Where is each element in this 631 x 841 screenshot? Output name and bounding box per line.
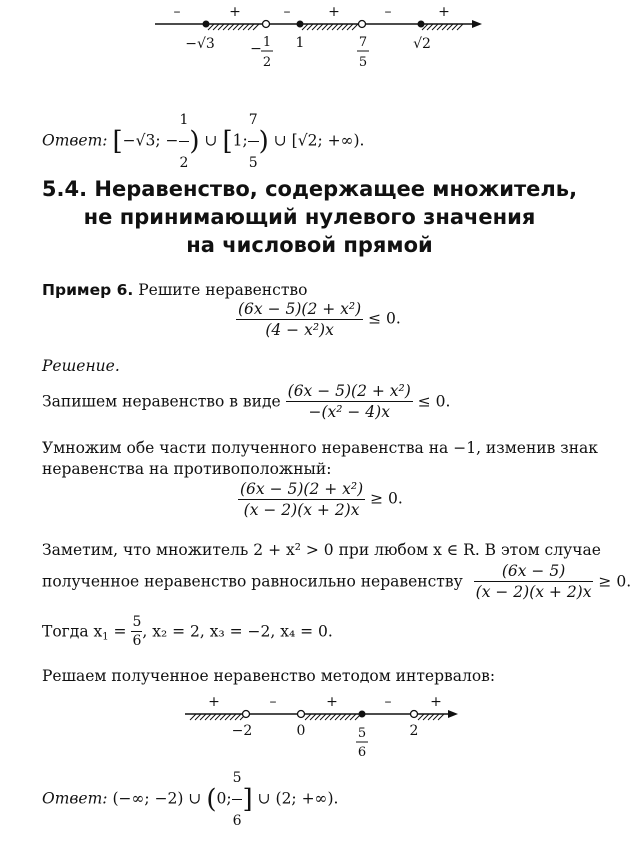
answer-1-paren-close: ) xyxy=(189,126,200,157)
top-label-one: 1 xyxy=(295,35,305,51)
top-label-neg-half-num: 1 xyxy=(262,35,272,50)
top-label-neg-half-den: 2 xyxy=(262,55,272,70)
answer-1-part1: −√3; − xyxy=(122,131,179,150)
top-sign-6: + xyxy=(438,4,450,20)
step-3-relation: ≥ 0. xyxy=(598,572,631,591)
bottom-sign-1: + xyxy=(208,694,220,710)
step-3-line1: Заметим, что множитель 2 + x² > 0 при любом x ∈ R. В этом случае xyxy=(42,541,601,559)
solution-label: Решение. xyxy=(42,357,120,375)
answer-1 xyxy=(42,100,364,183)
example-label: Пример 6. xyxy=(42,281,134,299)
example-inequality xyxy=(236,300,401,339)
top-label-seven-fifths-num: 7 xyxy=(358,35,368,50)
answer-1-union-1: ∪ xyxy=(204,131,218,150)
step-4-rest: , x₂ = 2, x₃ = −2, x₄ = 0. xyxy=(142,622,333,641)
top-number-line xyxy=(150,0,490,78)
step-2-line1: Умножим обе части полученного неравенства на −1, изменив знак xyxy=(42,439,598,457)
bottom-label-neg-two: −2 xyxy=(231,723,253,739)
bottom-label-five-sixths-num: 5 xyxy=(357,726,367,741)
answer-1-bracket-open: [ xyxy=(112,126,123,157)
top-sign-1: – xyxy=(173,4,181,20)
step-2-line2: неравенства на противоположный: xyxy=(42,460,332,478)
top-sign-4: + xyxy=(328,4,340,20)
step-2-fraction: $\frac{\text{(6x − 5)(2 + x²)}}{(x - 2)(x + 2)x}$ xyxy=(240,480,364,519)
answer-1-union-2: ∪ xyxy=(273,131,287,150)
step-4-sub: 1 xyxy=(102,631,109,643)
top-sign-3: – xyxy=(283,4,291,20)
answer-2-label: Ответ: xyxy=(42,789,108,808)
top-label-neg-half-minus: − xyxy=(250,41,262,57)
answer-1-part2: 1; xyxy=(232,131,248,150)
top-sign-5: – xyxy=(384,4,392,20)
step-3-line2 xyxy=(42,562,631,601)
answer-2 xyxy=(42,758,338,841)
bottom-number-line xyxy=(180,690,470,762)
answer-1-bracket-open-2: [ xyxy=(222,126,233,157)
top-label-neg-sqrt3: −√3 xyxy=(185,36,215,52)
answer-2-fraction: $\frac{5}{6}$ xyxy=(232,758,243,841)
top-sign-2: + xyxy=(229,4,241,20)
answer-1-tail: [√2; +∞). xyxy=(291,131,365,150)
top-label-sqrt2: √2 xyxy=(413,36,431,52)
top-point-one xyxy=(297,21,304,28)
bottom-label-two: 2 xyxy=(409,723,419,739)
example-statement xyxy=(42,281,307,299)
answer-2-part2: 0; xyxy=(216,789,232,808)
bottom-point-neg-two xyxy=(243,711,250,718)
step-1-fraction: $\frac{\text{(6x − 5)(2 + x²)}}{\text{−(x² − 4)x}}$ xyxy=(287,382,411,421)
step-4-eq: = xyxy=(108,622,132,641)
bottom-sign-4: – xyxy=(384,694,392,710)
top-label-seven-fifths-den: 5 xyxy=(358,55,368,70)
answer-1-frac1: $\frac{1}{2}$ xyxy=(179,100,190,183)
bottom-label-five-sixths-den: 6 xyxy=(357,745,367,760)
bottom-sign-2: – xyxy=(269,694,277,710)
top-point-neg-sqrt3 xyxy=(203,21,210,28)
step-4-fraction: $\frac{5}{6}$ xyxy=(132,614,142,649)
bottom-point-two xyxy=(411,711,418,718)
section-heading-line3: на числовой прямой xyxy=(186,233,433,257)
bottom-sign-3: + xyxy=(326,694,338,710)
top-point-neg-half xyxy=(263,21,270,28)
top-point-seven-fifths xyxy=(359,21,366,28)
answer-2-union: ∪ xyxy=(257,789,271,808)
section-heading-line2: не принимающий нулевого значения xyxy=(83,205,536,229)
step-1-relation: ≤ 0. xyxy=(417,392,451,411)
step-4 xyxy=(42,614,333,649)
step-1 xyxy=(42,382,450,421)
step-5: Решаем полученное неравенство методом интервалов: xyxy=(42,667,496,685)
example-fraction: $\frac{\text{(6x − 5)(2 + x²)}}{\text{(4 − x²)x}}$ xyxy=(238,300,362,339)
answer-2-tail: (2; +∞). xyxy=(275,789,339,808)
top-point-sqrt2 xyxy=(418,21,425,28)
step-1-text: Запишем неравенство в виде xyxy=(42,392,281,411)
bottom-point-zero xyxy=(298,711,305,718)
example-relation: ≤ 0. xyxy=(368,309,401,328)
answer-1-frac2: $\frac{7}{5}$ xyxy=(248,100,259,183)
step-2-inequality xyxy=(238,480,403,519)
top-line-hatching xyxy=(208,24,463,30)
example-text: Решите неравенство xyxy=(138,281,308,299)
step-3-fraction: $\frac{(6x - 5)}{(x - 2)(x + 2)x}$ xyxy=(475,562,592,601)
answer-2-part1: (−∞; −2) ∪ xyxy=(112,789,202,808)
answer-1-label: Ответ: xyxy=(42,131,108,150)
bottom-line-hatching xyxy=(190,714,444,720)
bottom-sign-5: + xyxy=(430,694,442,710)
bottom-label-zero: 0 xyxy=(296,723,306,739)
bottom-point-five-sixths xyxy=(359,711,366,718)
answer-2-paren-open: ( xyxy=(206,784,217,815)
section-heading-line1: 5.4. Неравенство, содержащее множитель, xyxy=(41,177,578,201)
answer-1-paren-close-2: ) xyxy=(258,126,269,157)
step-2-relation: ≥ 0. xyxy=(370,489,403,508)
answer-2-bracket-close: ] xyxy=(242,784,253,815)
step-3-text: полученное неравенство равносильно неравенству xyxy=(42,572,463,591)
step-4-text: Тогда x xyxy=(42,622,103,641)
